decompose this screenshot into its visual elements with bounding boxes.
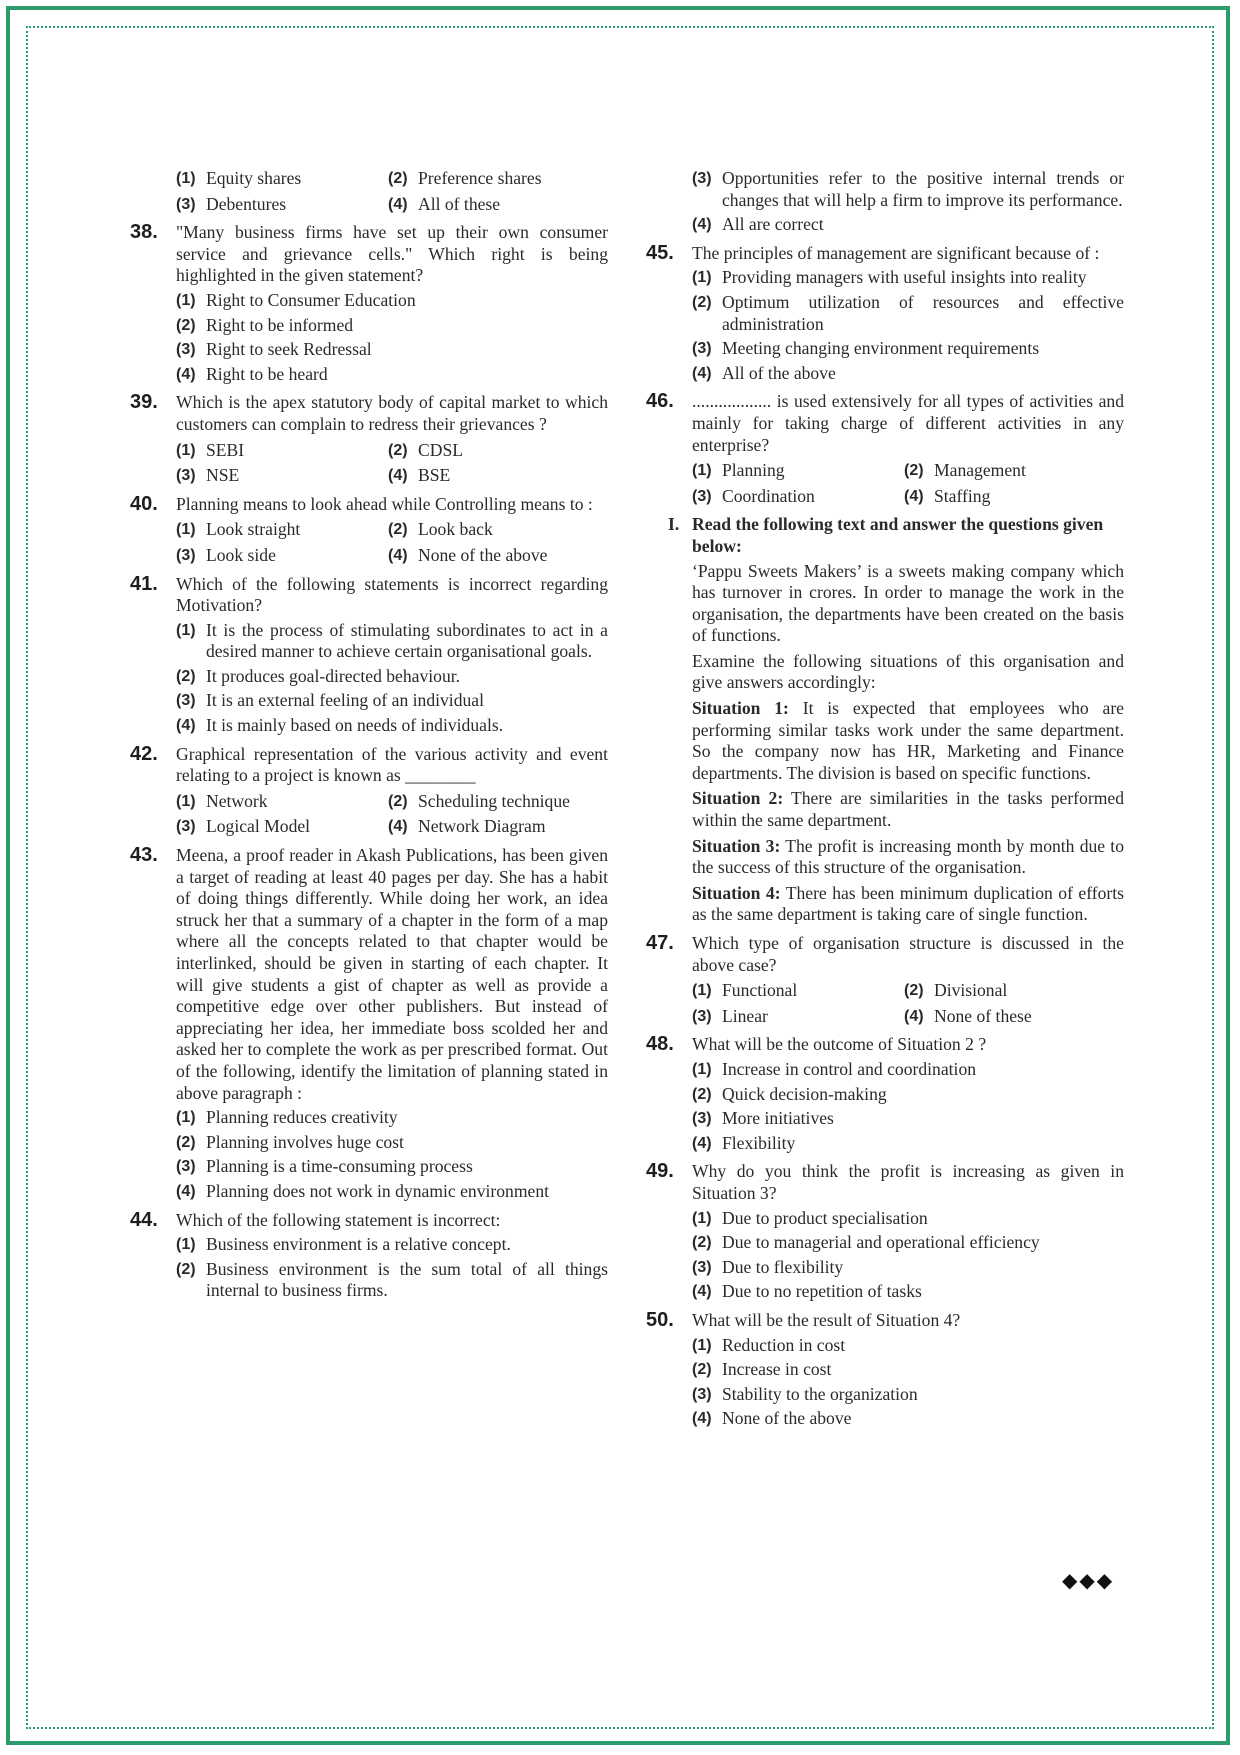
question-45 xyxy=(646,243,1124,385)
option[interactable]: (2) It produces goal-directed behaviour. xyxy=(176,665,461,686)
option[interactable]: (2) CDSL xyxy=(388,439,463,460)
question-number: 44. xyxy=(130,1208,158,1231)
question-40 xyxy=(130,494,608,567)
option[interactable]: (2) Planning involves huge cost xyxy=(176,1131,404,1152)
option[interactable]: (3) Stability to the organization xyxy=(692,1383,918,1404)
previous-question-options xyxy=(130,168,608,215)
question-38 xyxy=(130,222,608,385)
question-number: 49. xyxy=(646,1160,674,1183)
option[interactable]: (1) Due to product specialisation xyxy=(692,1207,928,1228)
question-number: 43. xyxy=(130,844,158,867)
option[interactable]: (4) All of the above xyxy=(692,362,836,383)
option[interactable]: (3) Look side xyxy=(176,544,276,565)
question-text: Which is the apex statutory body of capital market to which customers can complain to redress their grievances ? xyxy=(176,392,608,434)
option[interactable]: (4) None of the above xyxy=(388,544,548,565)
option[interactable]: (4) Flexibility xyxy=(692,1132,796,1153)
option[interactable]: (4) Due to no repetition of tasks xyxy=(692,1281,922,1302)
option[interactable]: (2) Preference shares xyxy=(388,168,542,188)
option[interactable]: (3) Right to seek Redressal xyxy=(176,339,372,360)
option[interactable]: (1) Look straight xyxy=(176,519,301,540)
case-intro: ‘Pappu Sweets Makers’ is a sweets making company which has turnover in crores. In order to manage the work in the organisation, the departments have been created on the basis of functions. xyxy=(692,560,1124,646)
question-number: 38. xyxy=(130,221,158,244)
option[interactable]: (3) Opportunities refer to the positive internal trends or changes that will help a firm to improve its performance. xyxy=(692,168,1124,210)
question-number: 42. xyxy=(130,742,158,765)
option[interactable]: (4) None of these xyxy=(904,1005,1032,1026)
left-column xyxy=(130,168,608,1309)
question-number: 41. xyxy=(130,572,158,595)
option[interactable]: (3) Debentures xyxy=(176,193,287,214)
option[interactable]: (1) Right to Consumer Education xyxy=(176,289,416,310)
option[interactable]: (1) Business environment is a relative concept. xyxy=(176,1234,511,1255)
option[interactable]: (3) Planning is a time-consuming process xyxy=(176,1156,473,1177)
option[interactable]: (2) Quick decision-making xyxy=(692,1083,887,1104)
situation-4: Situation 4: There has been minimum duplication of efforts as the same department is taking care of single function. xyxy=(692,882,1124,925)
question-49 xyxy=(646,1161,1124,1303)
question-number: 40. xyxy=(130,492,158,515)
option[interactable]: (1) Planning reduces creativity xyxy=(176,1107,398,1128)
option[interactable]: (2) Divisional xyxy=(904,980,1008,1001)
option[interactable]: (1) Equity shares xyxy=(176,168,302,188)
question-43 xyxy=(130,845,608,1203)
question-text: .................. is used extensively for all types of activities and mainly for taking charge of different activities in any enterprise? xyxy=(692,391,1124,455)
question-number: 50. xyxy=(646,1308,674,1331)
question-number: 39. xyxy=(130,391,158,414)
question-text: Graphical representation of the various activity and event relating to a project is known as ________ xyxy=(176,743,608,786)
option[interactable]: (3) Due to flexibility xyxy=(692,1256,844,1277)
end-marker-diamond-icons: ◆◆◆ xyxy=(1062,1568,1115,1592)
option[interactable]: (2) Increase in cost xyxy=(692,1359,832,1380)
option[interactable]: (1) Reduction in cost xyxy=(692,1334,846,1355)
option[interactable]: (4) All of these xyxy=(388,193,501,214)
option[interactable]: (4) Staffing xyxy=(904,485,991,506)
option[interactable]: (1) Providing managers with useful insights into reality xyxy=(692,267,1087,288)
case-examine: Examine the following situations of this organisation and give answers accordingly: xyxy=(692,650,1124,693)
case-heading: I. Read the following text and answer the questions given below: xyxy=(668,514,1104,556)
question-text: Which of the following statements is incorrect regarding Motivation? xyxy=(176,573,608,616)
option[interactable]: (3) NSE xyxy=(176,465,240,486)
option[interactable]: (4) All are correct xyxy=(692,214,824,235)
question-text: What will be the result of Situation 4? xyxy=(692,1309,961,1330)
option[interactable]: (3) It is an external feeling of an individual xyxy=(176,690,484,711)
option[interactable]: (4) None of the above xyxy=(692,1408,852,1429)
situation-2: Situation 2: There are similarities in the tasks performed within the same department. xyxy=(692,788,1124,831)
question-42 xyxy=(130,744,608,838)
option[interactable]: (2) Optimum utilization of resources and effective administration xyxy=(692,291,1124,334)
option[interactable]: (2) Right to be informed xyxy=(176,314,354,335)
option[interactable]: (3) More initiatives xyxy=(692,1108,834,1129)
option[interactable]: (4) Network Diagram xyxy=(388,816,546,837)
option[interactable]: (2) Business environment is the sum total of all things internal to business firms. xyxy=(176,1258,608,1301)
option[interactable]: (1) SEBI xyxy=(176,439,245,460)
question-text: Planning means to look ahead while Controlling means to : xyxy=(176,493,593,514)
question-text: "Many business firms have set up their own consumer service and grievance cells." Which right is being highlighted in the given statement? xyxy=(176,222,608,286)
option[interactable]: (3) Meeting changing environment requirements xyxy=(692,338,1040,359)
option[interactable]: (1) It is the process of stimulating subordinates to act in a desired manner to achieve certain organisational goals. xyxy=(176,619,608,662)
right-column xyxy=(646,168,1124,1437)
question-text: Which type of organisation structure is discussed in the above case? xyxy=(692,933,1124,975)
option[interactable]: (1) Increase in control and coordination xyxy=(692,1058,977,1079)
question-44-continued xyxy=(646,168,1124,236)
question-41 xyxy=(130,574,608,737)
option[interactable]: (4) BSE xyxy=(388,465,451,486)
question-39 xyxy=(130,392,608,486)
option[interactable]: (3) Linear xyxy=(692,1005,768,1026)
question-text: The principles of management are significant because of : xyxy=(692,242,1100,263)
question-text: Meena, a proof reader in Akash Publications, has been given a target of reading at least 40 pages per day. She has a habit of doing things differently. While doing her work, an idea struck her that a summary of a chapter in the form of a map where all the concepts related to that chapter would be interlinked, should be given in starting of each chapter. It will give students a gist of chapter as well as provide a competitive edge over other publishers. But instead of appreciating her idea, her immediate boss scolded her and asked her to complete the work as per prescribed format. Out of the following, identify the limitation of planning stated in above paragraph : xyxy=(176,845,608,1103)
situation-1: Situation 1: It is expected that employees who are performing similar tasks work under the same department. So the company now has HR, Marketing and Finance departments. The division is based on specific functions. xyxy=(692,698,1124,783)
option[interactable]: (2) Look back xyxy=(388,519,493,540)
option[interactable]: (2) Scheduling technique xyxy=(388,790,570,811)
question-number: 46. xyxy=(646,390,674,413)
question-44 xyxy=(130,1210,608,1302)
option[interactable]: (1) Planning xyxy=(692,460,785,481)
question-text: What will be the outcome of Situation 2 ? xyxy=(692,1034,987,1055)
question-number: 45. xyxy=(646,241,674,264)
question-50 xyxy=(646,1310,1124,1430)
option[interactable]: (3) Logical Model xyxy=(176,816,311,837)
option[interactable]: (2) Management xyxy=(904,460,1026,481)
question-text: Why do you think the profit is increasing as given in Situation 3? xyxy=(692,1161,1124,1203)
question-number: 47. xyxy=(646,932,674,954)
situation-3: Situation 3: The profit is increasing month by month due to the success of this structure of the organisation. xyxy=(692,835,1124,878)
question-text: Which of the following statement is incorrect: xyxy=(176,1209,501,1230)
option[interactable]: (4) Right to be heard xyxy=(176,363,328,384)
question-48 xyxy=(646,1034,1124,1154)
option[interactable]: (4) Planning does not work in dynamic environment xyxy=(176,1180,550,1201)
option[interactable]: (4) It is mainly based on needs of individuals. xyxy=(176,715,504,736)
option[interactable]: (3) Coordination xyxy=(692,485,815,506)
question-47 xyxy=(646,933,1124,1027)
option[interactable]: (1) Functional xyxy=(692,980,798,1001)
question-46 xyxy=(646,391,1124,507)
option[interactable]: (2) Due to managerial and operational efficiency xyxy=(692,1232,1040,1253)
option[interactable]: (1) Network xyxy=(176,790,268,811)
question-number: 48. xyxy=(646,1033,674,1056)
